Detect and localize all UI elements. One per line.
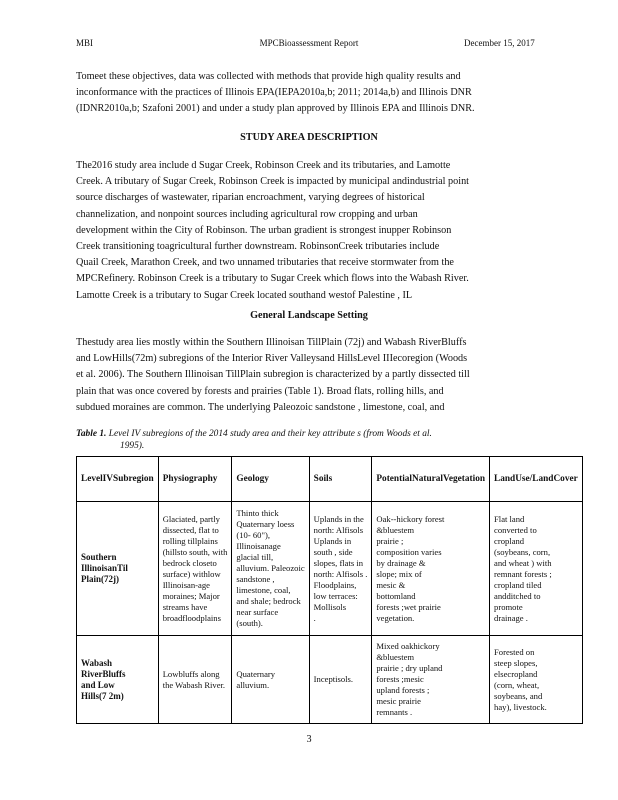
study-area-heading: STUDY AREA DESCRIPTION [240, 132, 378, 143]
table-header-row [77, 457, 583, 502]
landscape-heading: General Landscape Setting [250, 310, 368, 321]
text-line: Creek transitioning toagricultural further downstream. RobinsonCreek tributaries include [76, 241, 440, 253]
intro-paragraph [76, 69, 475, 118]
text-line: Lamotte Creek is a tributary to Sugar Creek located southand westof Palestine , IL [76, 289, 413, 301]
text-line: (IDNR2010a,b; Szafoni 2001) and under a study plan approved by Illinois EPA and Illinois DNR. [76, 103, 475, 115]
page-number: 3 [306, 734, 312, 745]
text-line: Creek. A tributary of Sugar Creek, Robinson Creek is impacted by municipal andindustrial point [76, 176, 469, 188]
cell-soils: Inceptisols. [309, 636, 372, 724]
header-geology: Geology [232, 457, 309, 502]
text-line: Quail Creek, Marathon Creek, and two unnamed tributaries that receive stormwater from the [76, 257, 454, 269]
table-caption [76, 428, 432, 452]
header-landuse: LandUse/LandCover [490, 457, 583, 502]
table-row [77, 502, 583, 636]
header-right: December 15, 2017 [464, 38, 535, 48]
table-caption-text-cont: 1995). [120, 441, 145, 451]
text-line: Tomeet these objectives, data was collected with methods that provide high quality results and [76, 71, 461, 82]
study-area-paragraph [76, 158, 469, 304]
table-caption-text: Level IV subregions of the 2014 study area and their key attribute s (from Woods et al. [108, 429, 432, 439]
text-line: The2016 study area include d Sugar Creek, Robinson Creek and its tributaries, and Lamotte [76, 160, 451, 171]
cell-physiography: Glaciated, partly dissected, flat to rolling tillplains (hillsto south, with bedrock closeto surface) withlow Illinoisan-age moraines; Major streams have broadfloodplains [158, 502, 232, 636]
text-line: channelization, and nonpoint sources including agricultural row cropping and urban [76, 208, 418, 220]
text-line: Thestudy area lies mostly within the Southern Illinoisan TillPlain (72j) and Wabash RiverBluffs [76, 337, 467, 348]
text-line: inconformance with the practices of Illinois EPA(IEPA2010a,b; 2011; 2014a,b) and Illinois DNR [76, 87, 472, 99]
landscape-paragraph [76, 335, 470, 416]
cell-landuse: Forested on steep slopes, elsecropland (corn, wheat, soybeans, and hay), livestock. [490, 636, 583, 724]
cell-vegetation: Mixed oakhickory &bluestem prairie ; dry upland forests ;mesic upland forests ; mesic prairie remnants . [372, 636, 490, 724]
cell-landuse: Flat land converted to cropland (soybeans, corn, and wheat ) with remnant forests ; cropland tiled andditched to promote drainage . [490, 502, 583, 636]
cell-subregion: Southern IllinoisanTil Plain(72j) [77, 502, 159, 636]
text-line: subdued moraines are common. The underlying Paleozoic sandstone , limestone, coal, and [76, 401, 445, 413]
header-vegetation: PotentialNaturalVegetation [372, 457, 490, 502]
table-row [77, 636, 583, 724]
subregions-table [76, 456, 583, 724]
text-line: et al. 2006). The Southern Illinoisan TillPlain subregion is characterized by a partly dissected till [76, 369, 470, 381]
table-caption-label: Table 1. [76, 429, 107, 439]
text-line: and LowHills(72m) subregions of the Interior River Valleysand HillsLevel IIIecoregion (Woods [76, 353, 468, 365]
header-physiography: Physiography [158, 457, 232, 502]
cell-physiography: Lowbluffs along the Wabash River. [158, 636, 232, 724]
text-line: source discharges of wastewater, riparian encroachment, varying degrees of historical [76, 192, 425, 204]
header-soils: Soils [309, 457, 372, 502]
cell-geology: Quaternary alluvium. [232, 636, 309, 724]
header-subregion: LevelIVSubregion [77, 457, 159, 502]
header-center: MPCBioassessment Report [259, 38, 359, 48]
text-line: development within the City of Robinson. The urban gradient is strongest inupper Robinson [76, 224, 452, 236]
text-line: MPCRefinery. Robinson Creek is a tributary to Sugar Creek which flows into the Wabash River. [76, 273, 469, 285]
cell-subregion: Wabash RiverBluffs and Low Hills(7 2m) [77, 636, 159, 724]
cell-soils: Uplands in the north: Alfisols Uplands in south , side slopes, flats in north: Alfisols . Floodplains, low terraces: Mollisols . [309, 502, 372, 636]
cell-vegetation: Oak--hickory forest &bluestem prairie ; composition varies by drainage & slope; mix of mesic & bottomland forests ;wet prairie vegetation. [372, 502, 490, 636]
text-line: plain that was once covered by forests and prairies (Table 1). Broad flats, rolling hills, and [76, 385, 444, 397]
cell-geology: Thinto thick Quaternary loess (10- 60"), Illinoisanage glacial till, alluvium. Paleozoic sandstone , limestone, coal, and shale; bedrock near surface (south). [232, 502, 309, 636]
header-left: MBI [76, 38, 94, 48]
